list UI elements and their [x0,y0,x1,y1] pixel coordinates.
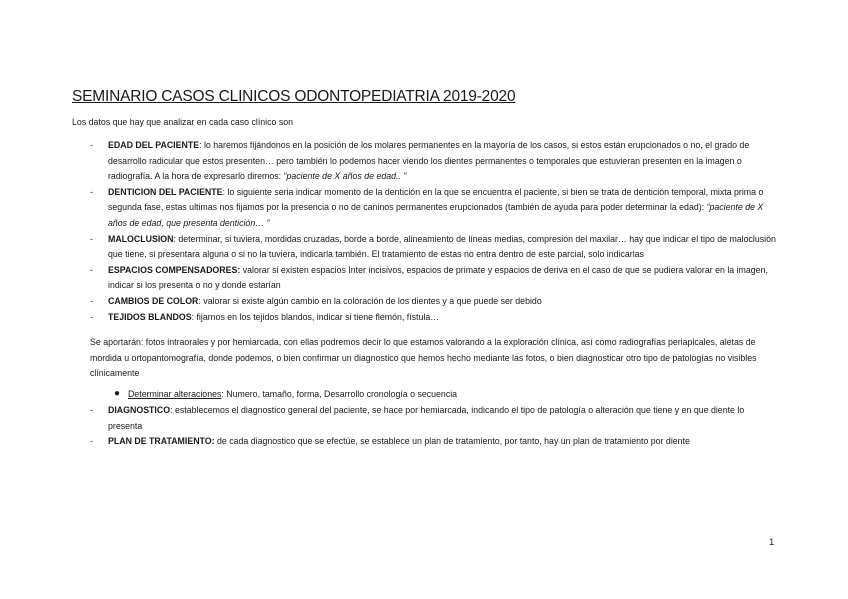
data-list [90,138,780,325]
dash-bullet: - [90,311,93,322]
document-title: SEMINARIO CASOS CLINICOS ODONTOPEDIATRIA 2019-2020 [72,88,516,105]
item-text: de cada diagnostico que se efectúe, se establece un plan de tratamiento, por tanto, hay un plan de tratamiento por diente [214,436,690,447]
item-label: MALOCLUSION [108,233,174,244]
item-text: : determinar, si tuviera, mordidas cruzadas, borde a borde, alineamiento de líneas medias, compresión del maxilar… hay que indicar el tipo de maloclusión que tiene, si presentara alguna o si no la tuviera, indicarla también. El tratamiento de estas no entra dentro de este parcial, solo indicarlas [108,233,776,260]
item-label: CAMBIOS DE COLOR [108,295,199,306]
list-item-edad [90,138,780,185]
aportaran-paragraph: Se aportarán: fotos intraorales y por hemiarcada, con ellas podremos decir lo que estamos valorando a la exploración clínica, así como radiografías periapicales, aletas de mordida u ortopantomografía, donde podemos, o bien confirmar un diagnostico que hemos hecho mediante las fotos, o bien diagnosticar otro tipo de patologías no visibles clínicamente [90,337,757,379]
dash-bullet: - [90,295,93,306]
dash-bullet: - [90,233,93,244]
item-text: : fijarnos en los tejidos blandos, indicar si tiene flemón, fístula… [191,311,440,322]
item-label: EDAD DEL PACIENTE [108,140,200,150]
bullet-label: Determinar alteraciones [128,389,222,399]
list-item-plan [90,434,780,450]
list-item-tejidos [90,310,780,326]
item-label: ESPACIOS COMPENSADORES: [108,264,241,275]
list-item-maloclusion [90,232,780,263]
bullet-text: : Numero, tamaño, forma, Desarrollo cronología o secuencia [221,389,458,399]
item-label: DIAGNOSTICO [108,405,171,415]
list-item-denticion [90,185,780,232]
diagnosis-list [90,403,780,450]
dash-bullet: - [90,405,93,415]
item-text: valorar si existen espacios Inter incisivos, espacios de primate y espacios de deriva en el caso de que se pudiera valorar en la imagen, indicar si los presenta o no y donde estarían [108,264,768,291]
item-label: PLAN DE TRATAMIENTO: [108,436,215,447]
bullet-dot-icon: ● [114,388,121,399]
dash-bullet: - [90,186,93,197]
list-item-espacios [90,263,780,294]
list-item-diagnostico [90,403,780,434]
intro-line: Los datos que hay que analizar en cada caso clínico son [72,117,294,127]
dash-bullet: - [90,140,93,150]
bullet-alteraciones [114,387,458,403]
item-italic: “paciente de X años de edad.. ” [283,171,407,182]
dash-bullet: - [90,436,93,447]
item-text: : lo haremos fijándonos en la posición de los molares permanentes en la mayoría de los casos, si estos están erupcionados o no, el grado de desarrollo radicular que estos presenten… pero también lo podemos hacer viendo los dientes permanentes o temporales que estuvieran presenten en la imagen o radiografía. A la hora de expresarlo diremos: [108,140,750,182]
item-label: TEJIDOS BLANDOS [108,311,192,322]
list-item-color [90,294,780,310]
dash-bullet: - [90,264,93,275]
page-number: 1 [769,537,775,548]
item-label: DENTICION DEL PACIENTE [108,186,223,197]
item-italic: “paciente de X años de edad, que presenta dentición… ” [108,202,764,228]
item-text: : valorar si existe algún cambio en la coloración de los dientes y a que puede ser debido [198,295,542,306]
item-text: : lo siguiente seria indicar momento de la dentición en la que se encuentra el paciente, si bien se trata de dentición temporal, mixta prima o segunda fase, estas ultimas nos fijamos por la presencia o no de caninos permanentes erupcionados (también de ayuda para poder determinar la edad): [108,186,764,213]
item-text: : establecemos el diagnostico general del paciente, se hace por hemiarcada, indicando el tipo de patología o alteración que tiene y en que diente lo presenta [108,405,745,431]
